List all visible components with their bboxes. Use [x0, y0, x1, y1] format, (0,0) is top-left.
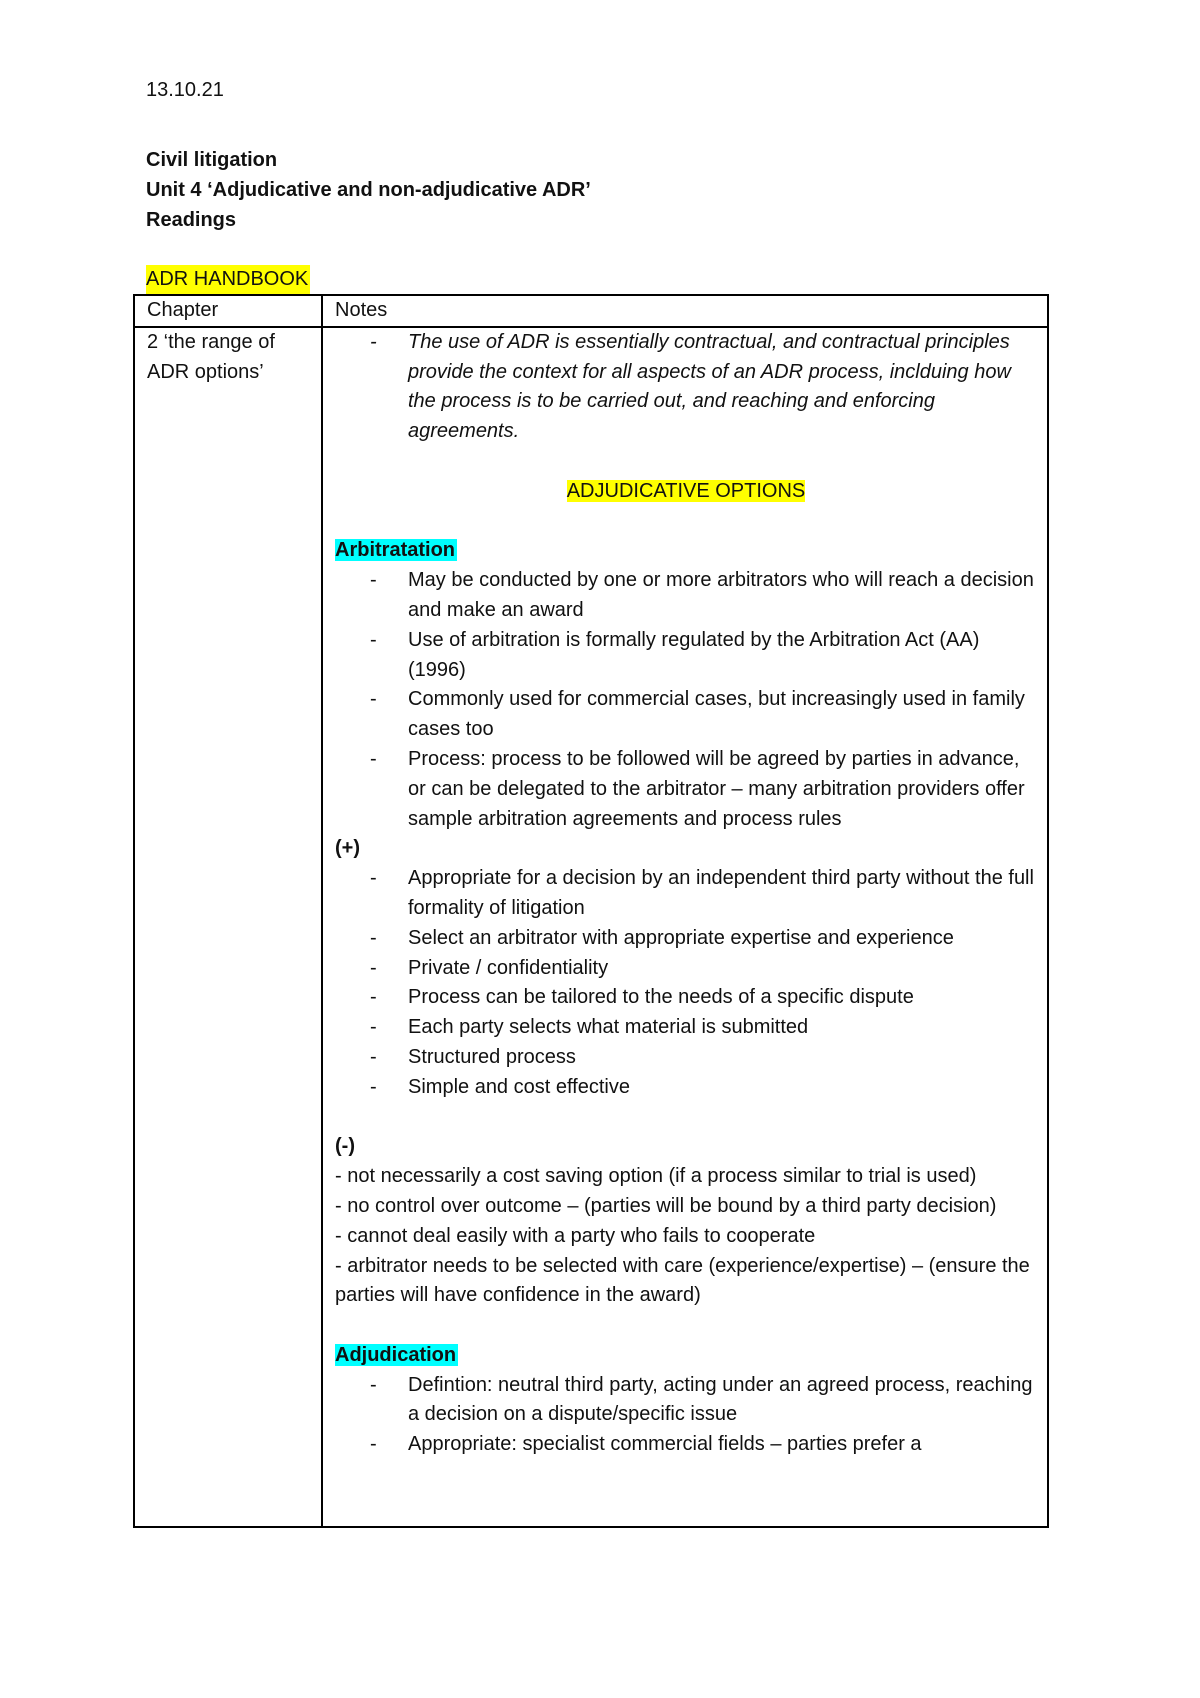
cons-line: - not necessarily a cost saving option (if a process similar to trial is used): [335, 1165, 977, 1188]
list-item: - Simple and cost effective: [408, 1073, 1037, 1103]
list-item: - Commonly used for commercial cases, but increasingly used in family cases too: [408, 685, 1037, 745]
cons-label: (-): [335, 1135, 355, 1158]
adjudicative-heading: ADJUDICATIVE OPTIONS: [566, 479, 806, 502]
list-item: - Select an arbitrator with appropriate expertise and experience: [408, 924, 1037, 954]
list-item: - Appropriate: specialist commercial fields – parties prefer a: [408, 1430, 1037, 1460]
section-label-highlight: ADR HANDBOOK: [146, 265, 310, 295]
notes-table: [133, 294, 1049, 1528]
arbitration-list: [335, 566, 1037, 834]
readings-label: Readings: [146, 208, 237, 231]
unit-title: Unit 4 ‘Adjudicative and non-adjudicative ADR’: [146, 178, 591, 201]
adjudicative-heading-line: [335, 477, 1037, 507]
intro-item: - The use of ADR is essentially contractual, and contractual principles provide the context for all aspects of an ADR process, inclduing how the process is to be carried out, and reaching and enforcing agreements.: [408, 328, 1037, 447]
document-date: 13.10.21: [146, 79, 224, 101]
adjudication-title: Adjudication: [335, 1343, 457, 1366]
table-header-row: [134, 295, 1048, 327]
list-item: - Process: process to be followed will be agreed by parties in advance, or can be delegated to the arbitrator – many arbitration providers offer sample arbitration agreements and process rules: [408, 745, 1037, 834]
chapter-cell: 2 ‘the range of ADR options’: [134, 327, 322, 1527]
list-item: - Private / confidentiality: [408, 954, 1037, 984]
document-heading: [146, 146, 591, 235]
list-item: - Appropriate for a decision by an independent third party without the full formality of litigation: [408, 864, 1037, 924]
header-notes: Notes: [322, 295, 1048, 327]
arbitration-title: Arbitratation: [335, 539, 455, 562]
list-item: - Structured process: [408, 1043, 1037, 1073]
pros-list: [335, 864, 1037, 1102]
header-chapter: Chapter: [134, 295, 322, 327]
list-item: - Use of arbitration is formally regulated by the Arbitration Act (AA) (1996): [408, 626, 1037, 686]
table-row: [134, 327, 1048, 1527]
pros-label: (+): [335, 837, 360, 860]
cons-line: - no control over outcome – (parties will be bound by a third party decision): [335, 1194, 997, 1217]
adjudication-list: [335, 1371, 1037, 1460]
notes-cell: [322, 327, 1048, 1527]
intro-list: [335, 328, 1037, 447]
cons-line: - cannot deal easily with a party who fails to cooperate: [335, 1224, 816, 1247]
list-item: - May be conducted by one or more arbitrators who will reach a decision and make an award: [408, 566, 1037, 626]
list-item: - Each party selects what material is submitted: [408, 1013, 1037, 1043]
cons-line: - arbitrator needs to be selected with care (experience/expertise) – (ensure the parties will have confidence in the award): [335, 1254, 1030, 1307]
arbitration-title-line: [335, 536, 1037, 566]
list-item: - Defintion: neutral third party, acting under an agreed process, reaching a decision on a dispute/specific issue: [408, 1371, 1037, 1431]
list-item: - Process can be tailored to the needs of a specific dispute: [408, 983, 1037, 1013]
adjudication-title-line: [335, 1341, 1037, 1371]
course-title: Civil litigation: [146, 149, 278, 171]
